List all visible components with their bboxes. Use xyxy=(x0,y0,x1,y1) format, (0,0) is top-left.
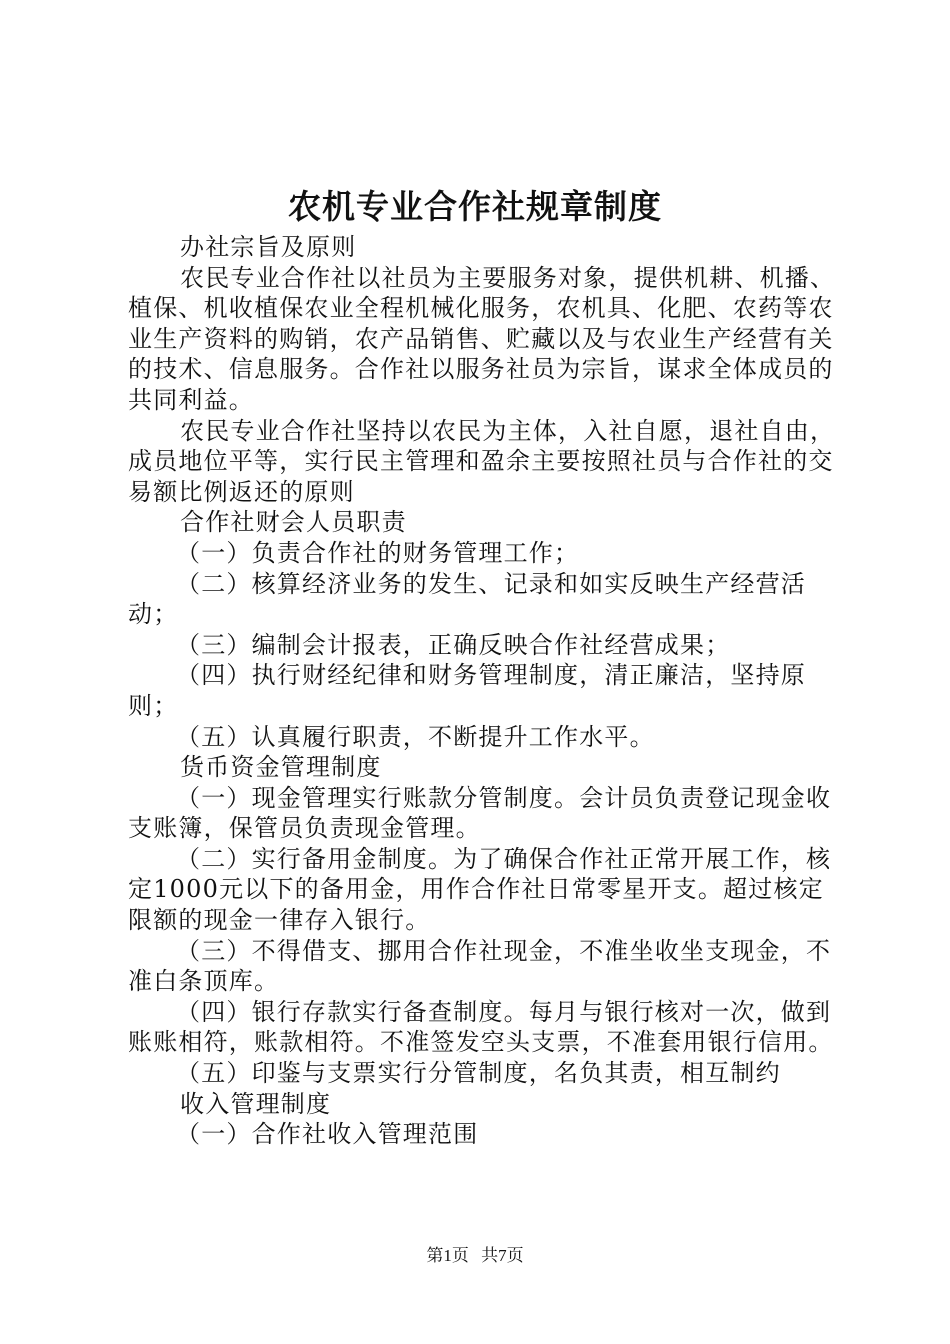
section-heading-principles: 办社宗旨及原则 xyxy=(180,233,357,261)
list-item: （五）认真履行职责，不断提升工作水平。 xyxy=(176,722,655,751)
list-item: （三）编制会计报表，正确反映合作社经营成果； xyxy=(176,630,731,659)
list-item: （一）合作社收入管理范围 xyxy=(176,1120,479,1149)
list-item: （二）实行备用金制度。为了确保合作社正常开展工作，核定1000元以下的备用金，用作合作社日常零星开支。超过核定限额的现金一律存入银行。 xyxy=(128,844,832,935)
section-heading-finance-staff: 合作社财会人员职责 xyxy=(180,508,407,537)
list-item: （一）负责合作社的财务管理工作； xyxy=(176,538,580,567)
document-body xyxy=(128,232,848,1150)
list-item: （二）核算经济业务的发生、记录和如实反映生产经营活动； xyxy=(128,569,806,629)
page-number: 第1页 xyxy=(426,1246,469,1265)
list-item: （五）印鉴与支票实行分管制度，名负其责，相互制约 xyxy=(176,1059,781,1088)
list-item: （四）银行存款实行备查制度。每月与银行核对一次，做到账账相符，账款相符。不准签发空头支票，不准套用银行信用。 xyxy=(128,997,834,1057)
section-heading-income: 收入管理制度 xyxy=(180,1089,332,1118)
list-item: （三）不得借支、挪用合作社现金，不准坐收坐支现金，不准白条顶库。 xyxy=(128,936,832,996)
document-title: 农机专业合作社规章制度 xyxy=(288,187,662,226)
list-item: （四）执行财经纪律和财务管理制度，清正廉洁，坚持原则； xyxy=(128,661,806,720)
paragraph: 农民专业合作社以社员为主要服务对象，提供机耕、机播、植保、机收植保农业全程机械化服务，农机具、化肥、农药等农业生产资料的购销，农产品销售、贮藏以及与农业生产经营有关的技术、信息服务。合作社以服务社员为宗旨，谋求全体成员的共同利益。 xyxy=(128,263,836,414)
section-heading-cash: 货币资金管理制度 xyxy=(180,753,382,782)
page-total: 共7页 xyxy=(481,1246,524,1265)
paragraph: 农民专业合作社坚持以农民为主体，入社自愿，退社自由，成员地位平等，实行民主管理和盈余主要按照社员与合作社的交易额比例返还的原则 xyxy=(128,416,836,506)
list-item: （一）现金管理实行账款分管制度。会计员负责登记现金收支账簿，保管员负责现金管理。 xyxy=(128,783,832,843)
page-footer xyxy=(0,1244,950,1268)
